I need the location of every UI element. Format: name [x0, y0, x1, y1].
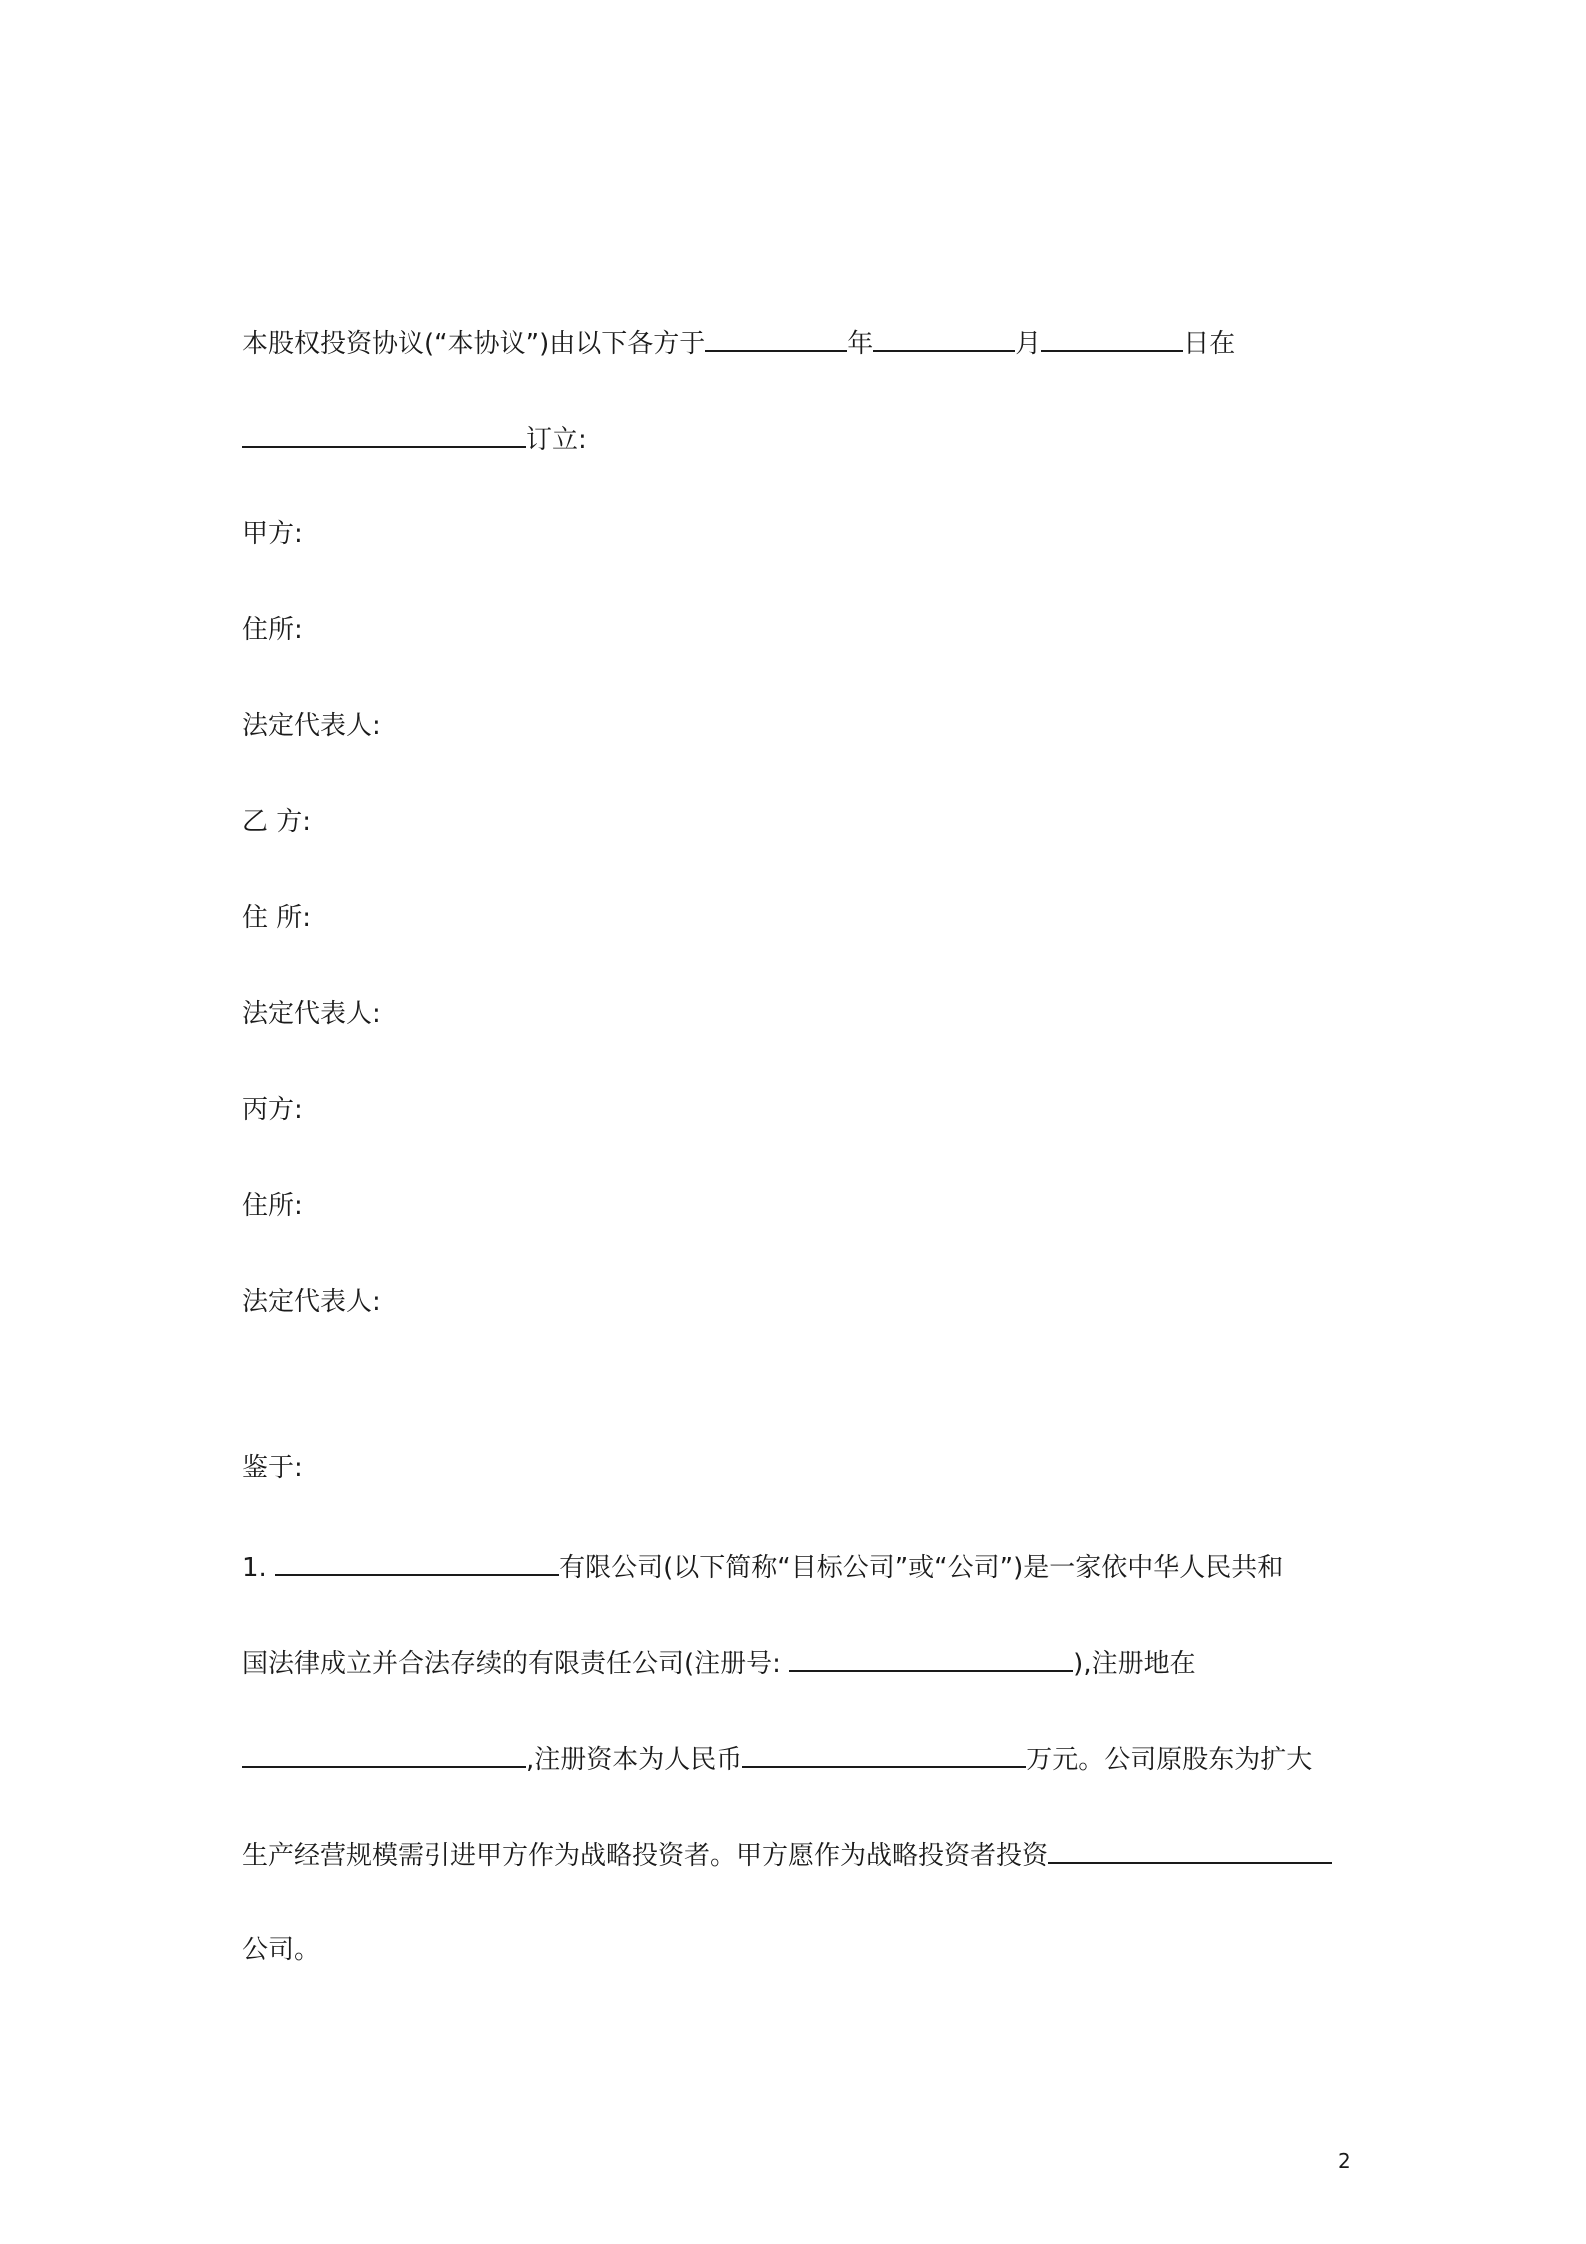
party-b-label: 乙 方:	[242, 807, 312, 837]
party-c-address: 住所:	[242, 1191, 303, 1221]
invested-company-blank	[1048, 1836, 1332, 1864]
recital-1-text-f: 生产经营规模需引进甲方作为战略投资者。甲方愿作为战略投资者投资	[242, 1841, 1049, 1871]
recital-1-text-c: ),注册地在	[1073, 1649, 1196, 1679]
recital-1-line-2	[242, 1644, 1196, 1682]
recital-1-line-3	[242, 1740, 1312, 1778]
month-label: 月	[1015, 329, 1042, 359]
day-label: 日在	[1183, 329, 1236, 359]
registration-number-blank	[789, 1644, 1073, 1672]
recital-1-line-4	[242, 1836, 1332, 1874]
registered-address-blank	[242, 1740, 526, 1768]
intro-line	[242, 324, 1235, 362]
party-b-address: 住 所:	[242, 903, 312, 933]
intro-text: 本股权投资协议(“本协议”)由以下各方于	[242, 329, 706, 359]
page-number: 2	[1338, 2149, 1351, 2173]
recital-1-text-a: 有限公司(以下简称“目标公司”或“公司”)是一家依中华人民共和	[559, 1553, 1284, 1583]
recital-1-text-d: ,注册资本为人民币	[526, 1745, 743, 1775]
party-a-label: 甲方:	[242, 519, 303, 549]
party-a-representative: 法定代表人:	[242, 711, 381, 741]
recital-1-text-e: 万元。公司原股东为扩大	[1026, 1745, 1313, 1775]
signed-location-line	[242, 420, 587, 458]
location-blank	[242, 420, 526, 448]
month-blank	[873, 324, 1015, 352]
day-blank	[1041, 324, 1183, 352]
signed-label: 订立:	[526, 425, 587, 455]
recitals-heading: 鉴于:	[242, 1453, 303, 1483]
party-b-representative: 法定代表人:	[242, 999, 381, 1029]
year-blank	[705, 324, 847, 352]
recital-1-text-b: 国法律成立并合法存续的有限责任公司(注册号:	[242, 1649, 781, 1679]
recital-1-line-1	[242, 1548, 1283, 1586]
year-label: 年	[847, 329, 874, 359]
recital-1-number: 1.	[242, 1553, 267, 1583]
company-name-blank	[275, 1548, 559, 1576]
party-c-label: 丙方:	[242, 1095, 303, 1125]
party-c-representative: 法定代表人:	[242, 1287, 381, 1317]
party-a-address: 住所:	[242, 615, 303, 645]
recital-1-line-5: 公司。	[242, 1935, 321, 1965]
registered-capital-blank	[742, 1740, 1026, 1768]
